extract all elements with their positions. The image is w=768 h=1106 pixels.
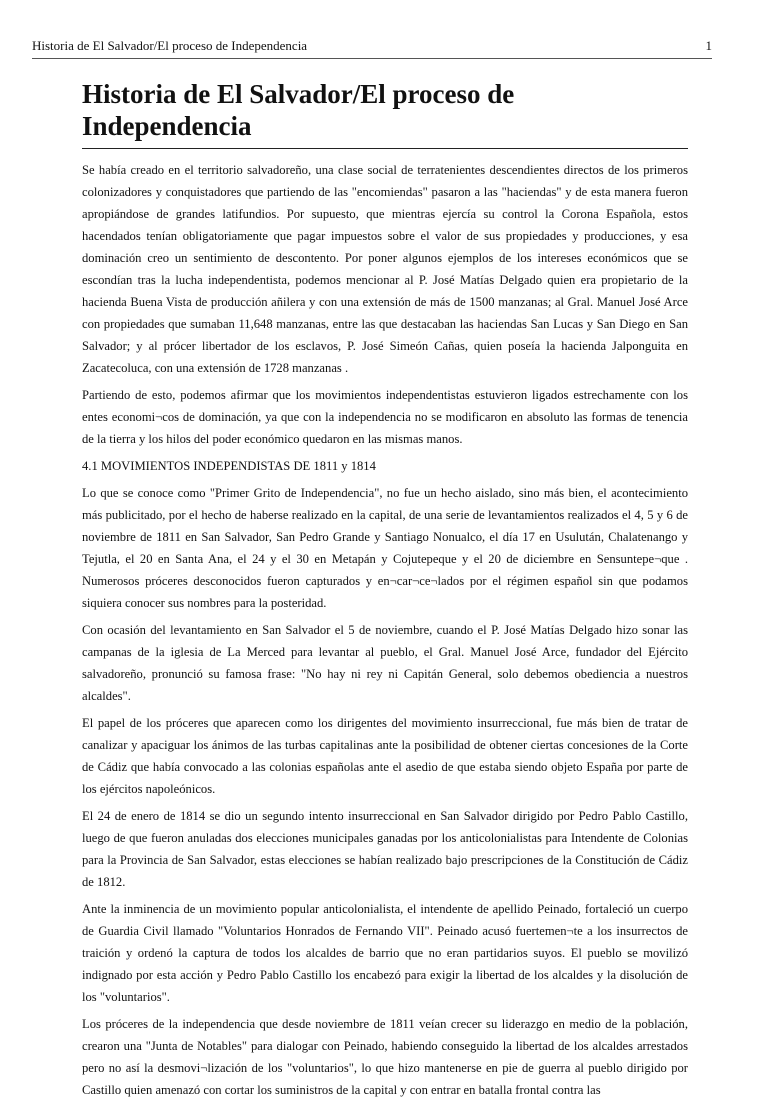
paragraph: Partiendo de esto, podemos afirmar que los movimientos independentistas estuvieron ligados estrechamente con los entes economi¬cos de dominación, ya que con la independencia no se modificaron en absoluto las formas de tenencia de la tierra y los hilos del poder económico quedaron en las mismas manos.	[82, 388, 688, 446]
paragraph: Los próceres de la independencia que desde noviembre de 1811 veían crecer su liderazgo en medio de la población, crearon una "Junta de Notables" para dialogar con Peinado, habiendo conseguido la libertad de los alcaldes arrestados pero no así la desmovi¬lización de los "voluntarios", lo que hizo mantenerse en pie de guerra al pueblo dirigido por Castillo quien amenazó con cortar los suministros de la capital y con entrar en batalla frontal contra las	[82, 1017, 688, 1097]
paragraph: Ante la inminencia de un movimiento popular anticolonialista, el intendente de apellido Peinado, fortaleció un cuerpo de Guardia Civil llamado "Voluntarios Honrados de Fernando VII". Peinado acusó fuertemen¬te a los insurrectos de traición y ordenó la captura de todos los alcaldes de barrio que no eran partidarios suyos. El pueblo se movilizó indignado por esta acción y Pedro Pablo Castillo los encabezó para exigir la libertad de los alcaldes y la disolución de los "voluntarios".	[82, 902, 688, 1004]
article-body	[82, 159, 688, 1101]
page-title: Historia de El Salvador/El proceso de Independencia	[82, 78, 688, 149]
paragraph: El papel de los próceres que aparecen como los dirigentes del movimiento insurreccional, fue más bien de tratar de canalizar y apaciguar los ánimos de las turbas capitalinas ante la posibilidad de obtener ciertas concesiones de la Corte de Cádiz que había convocado a las colonias españolas ante el asedio de que estaba siendo objeto España por parte de los ejércitos napoleónicos.	[82, 716, 688, 796]
paragraph: Con ocasión del levantamiento en San Salvador el 5 de noviembre, cuando el P. José Matías Delgado hizo sonar las campanas de la iglesia de La Merced para levantar al pueblo, el Gral. Manuel José Arce, fundador del Ejército salvadoreño, pronunció su famosa frase: "No hay ni rey ni Capitán General, solo debemos obediencia a nuestros alcaldes".	[82, 623, 688, 703]
paragraph: Se había creado en el territorio salvadoreño, una clase social de terratenientes descendientes directos de los primeros colonizadores y conquistadores que partiendo de las "encomiendas" pasaron a las "haciendas" y de esta manera fueron apropiándose de grandes latifundios. Por supuesto, que mientras ejercía su control la Corona Española, estos hacendados tenían obligatoriamente que pagar impuestos sobre el valor de sus propiedades y producciones, y esa dominación creo un sentimiento de descontento. Por poner algunos ejemplos de los intereses económicos que se escondían tras la lucha independentista, podemos mencionar al P. José Matías Delgado quien era propietario de la hacienda Buena Vista de producción añilera y con una extensión de más de 1500 manzanas; al Gral. Manuel José Arce con propiedades que sumaban 11,648 manzanas, entre las que destacaban las haciendas San Lucas y San Diego en San Salvador; y al prócer libertador de los esclavos, P. José Simeón Cañas, quien poseía la hacienda Jalponguita en Zacatecoluca, con una extensión de 1728 manzanas .	[82, 163, 688, 375]
page-number: 1	[705, 38, 712, 53]
section-heading: 4.1 MOVIMIENTOS INDEPENDISTAS DE 1811 y 1814	[82, 459, 376, 473]
running-header	[32, 36, 712, 59]
paragraph: Lo que se conoce como "Primer Grito de Independencia", no fue un hecho aislado, sino más bien, el acontecimiento más publicitado, por el hecho de haberse realizado en la capital, de una serie de levantamientos realizados el 4, 5 y 6 de noviembre de 1811 en San Salvador, San Pedro Grande y Santiago Nonualco, el día 17 en Usulután, Chalatenango y Tejutla, el 20 en Santa Ana, el 24 y el 30 en Metapán y Cojutepeque y el 20 de diciembre en Sensuntepe¬que . Numerosos próceres desconocidos fueron capturados y en¬car¬ce¬lados por el régimen español sin que podamos siquiera conocer sus nombres para la posteridad.	[82, 486, 688, 610]
article-content	[82, 78, 688, 1106]
paragraph: El 24 de enero de 1814 se dio un segundo intento insurreccional en San Salvador dirigido por Pedro Pablo Castillo, luego de que fueron anuladas dos elecciones municipales ganadas por los anticolonialistas para Intendente de Colonias para la Provincia de San Salvador, estas elecciones se habían realizado bajo prescripciones de la Constitución de Cádiz de 1812.	[82, 809, 688, 889]
running-title: Historia de El Salvador/El proceso de Independencia	[32, 38, 308, 53]
